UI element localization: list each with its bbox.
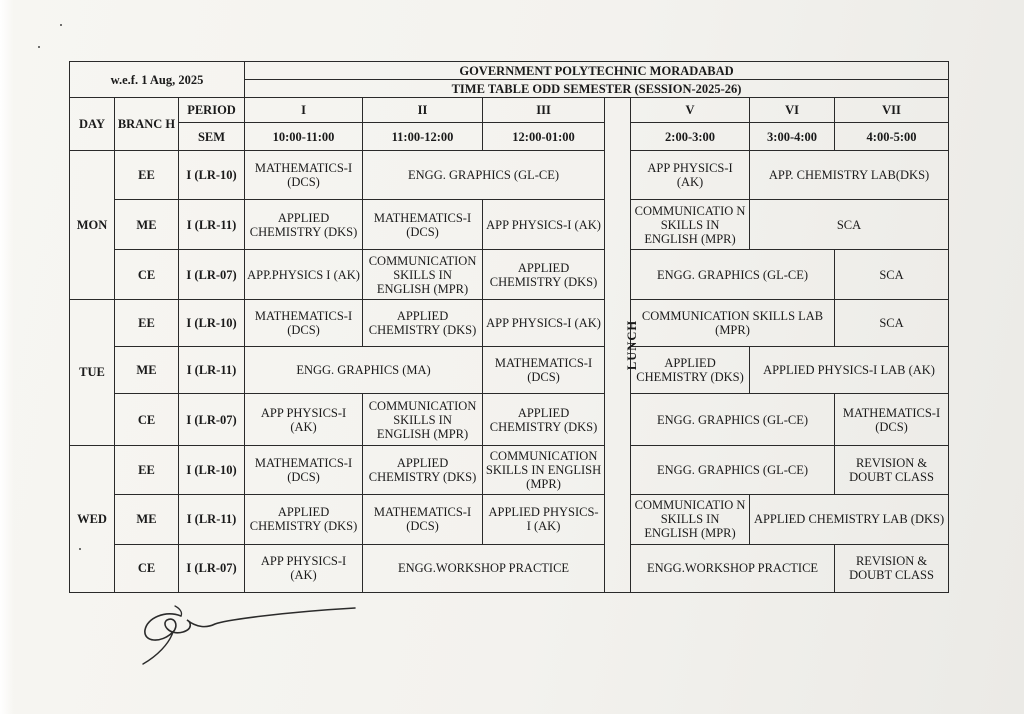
- table-row: [70, 347, 949, 394]
- class-cell: MATHEMATICS-I (DCS): [363, 200, 483, 250]
- class-cell: APP PHYSICS-I (AK): [483, 200, 605, 250]
- table-row: [70, 394, 949, 445]
- class-cell: COMMUNICATIO N SKILLS IN ENGLISH (MPR): [631, 200, 750, 250]
- class-cell: REVISION & DOUBT CLASS: [835, 445, 949, 494]
- period-col-v: V: [631, 98, 750, 123]
- sem-cell: I (LR-11): [179, 347, 245, 394]
- class-cell: APP. CHEMISTRY LAB(DKS): [750, 150, 949, 199]
- table-row: [70, 299, 949, 346]
- class-cell: ENGG. GRAPHICS (GL-CE): [363, 150, 605, 199]
- class-cell: APPLIED CHEMISTRY (DKS): [245, 200, 363, 250]
- class-cell: APPLIED CHEMISTRY (DKS): [363, 445, 483, 494]
- table-row: [70, 150, 949, 199]
- class-cell: COMMUNICATION SKILLS LAB (MPR): [631, 299, 835, 346]
- table-row: [70, 544, 949, 592]
- class-cell: MATHEMATICS-I (DCS): [483, 347, 605, 394]
- period-header: PERIOD: [179, 98, 245, 123]
- period-col-iii: III: [483, 98, 605, 123]
- branch-cell: EE: [115, 299, 179, 346]
- time-col-v: 2:00-3:00: [631, 123, 750, 150]
- period-col-vi: VI: [750, 98, 835, 123]
- class-cell: ENGG. GRAPHICS (GL-CE): [631, 445, 835, 494]
- time-col-vii: 4:00-5:00: [835, 123, 949, 150]
- sem-cell: I (LR-07): [179, 250, 245, 299]
- speck: [60, 24, 62, 26]
- class-cell: ENGG. GRAPHICS (GL-CE): [631, 394, 835, 445]
- day-label: WED: [70, 445, 115, 592]
- class-cell: ENGG.WORKSHOP PRACTICE: [363, 544, 605, 592]
- class-cell: APPLIED CHEMISTRY LAB (DKS): [750, 495, 949, 544]
- class-cell: MATHEMATICS-I (DCS): [245, 445, 363, 494]
- speck: [38, 46, 40, 48]
- timetable: [69, 61, 949, 593]
- class-cell: APPLIED PHYSICS- I (AK): [483, 495, 605, 544]
- day-header: DAY: [70, 98, 115, 150]
- table-row: [70, 445, 949, 494]
- class-cell: COMMUNICATIO N SKILLS IN ENGLISH (MPR): [631, 495, 750, 544]
- table-row: [70, 200, 949, 250]
- class-cell: ENGG. GRAPHICS (MA): [245, 347, 483, 394]
- sem-cell: I (LR-10): [179, 445, 245, 494]
- class-cell: MATHEMATICS-I (DCS): [245, 299, 363, 346]
- period-col-vii: VII: [835, 98, 949, 123]
- class-cell: APP PHYSICS-I (AK): [631, 150, 750, 199]
- branch-cell: ME: [115, 347, 179, 394]
- branch-cell: EE: [115, 445, 179, 494]
- sem-cell: I (LR-07): [179, 544, 245, 592]
- time-col-iii: 12:00-01:00: [483, 123, 605, 150]
- class-cell: COMMUNICATION SKILLS IN ENGLISH (MPR): [483, 445, 605, 494]
- class-cell: REVISION & DOUBT CLASS: [835, 544, 949, 592]
- class-cell: APP PHYSICS-I (AK): [245, 394, 363, 445]
- branch-cell: CE: [115, 250, 179, 299]
- period-col-i: I: [245, 98, 363, 123]
- timetable-subtitle: TIME TABLE ODD SEMESTER (SESSION-2025-26): [245, 80, 949, 98]
- table-row: [70, 495, 949, 544]
- table-row: [70, 250, 949, 299]
- class-cell: SCA: [835, 250, 949, 299]
- class-cell: MATHEMATICS-I (DCS): [245, 150, 363, 199]
- sem-header: SEM: [179, 123, 245, 150]
- branch-cell: CE: [115, 394, 179, 445]
- class-cell: MATHEMATICS-I (DCS): [363, 495, 483, 544]
- class-cell: APPLIED CHEMISTRY (DKS): [483, 250, 605, 299]
- class-cell: APPLIED CHEMISTRY (DKS): [245, 495, 363, 544]
- class-cell: SCA: [750, 200, 949, 250]
- time-col-vi: 3:00-4:00: [750, 123, 835, 150]
- class-cell: MATHEMATICS-I (DCS): [835, 394, 949, 445]
- class-cell: APPLIED CHEMISTRY (DKS): [483, 394, 605, 445]
- class-cell: SCA: [835, 299, 949, 346]
- branch-cell: ME: [115, 495, 179, 544]
- class-cell: APPLIED CHEMISTRY (DKS): [363, 299, 483, 346]
- class-cell: APP PHYSICS-I (AK): [483, 299, 605, 346]
- signature: [135, 602, 365, 672]
- branch-cell: EE: [115, 150, 179, 199]
- branch-cell: CE: [115, 544, 179, 592]
- class-cell: APPLIED CHEMISTRY (DKS): [631, 347, 750, 394]
- time-col-i: 10:00-11:00: [245, 123, 363, 150]
- period-col-ii: II: [363, 98, 483, 123]
- sem-cell: I (LR-07): [179, 394, 245, 445]
- class-cell: COMMUNICATION SKILLS IN ENGLISH (MPR): [363, 250, 483, 299]
- time-col-ii: 11:00-12:00: [363, 123, 483, 150]
- branch-header: BRANC H: [115, 98, 179, 150]
- wef-date: w.e.f. 1 Aug, 2025: [70, 62, 245, 98]
- branch-cell: ME: [115, 200, 179, 250]
- sem-cell: I (LR-11): [179, 200, 245, 250]
- day-label: MON: [70, 150, 115, 299]
- lunch-column: [605, 98, 640, 593]
- class-cell: APPLIED PHYSICS-I LAB (AK): [750, 347, 949, 394]
- lunch-label: LUNCH: [625, 320, 640, 371]
- institution-name: GOVERNMENT POLYTECHNIC MORADABAD: [245, 62, 949, 80]
- class-cell: ENGG. GRAPHICS (GL-CE): [631, 250, 835, 299]
- class-cell: APP PHYSICS-I (AK): [245, 544, 363, 592]
- paper-edge: [0, 0, 14, 714]
- class-cell: COMMUNICATION SKILLS IN ENGLISH (MPR): [363, 394, 483, 445]
- class-cell: ENGG.WORKSHOP PRACTICE: [631, 544, 835, 592]
- day-label: TUE: [70, 299, 115, 445]
- sem-cell: I (LR-10): [179, 150, 245, 199]
- sem-cell: I (LR-10): [179, 299, 245, 346]
- class-cell: APP.PHYSICS I (AK): [245, 250, 363, 299]
- signature-stroke: [145, 608, 355, 640]
- sem-cell: I (LR-11): [179, 495, 245, 544]
